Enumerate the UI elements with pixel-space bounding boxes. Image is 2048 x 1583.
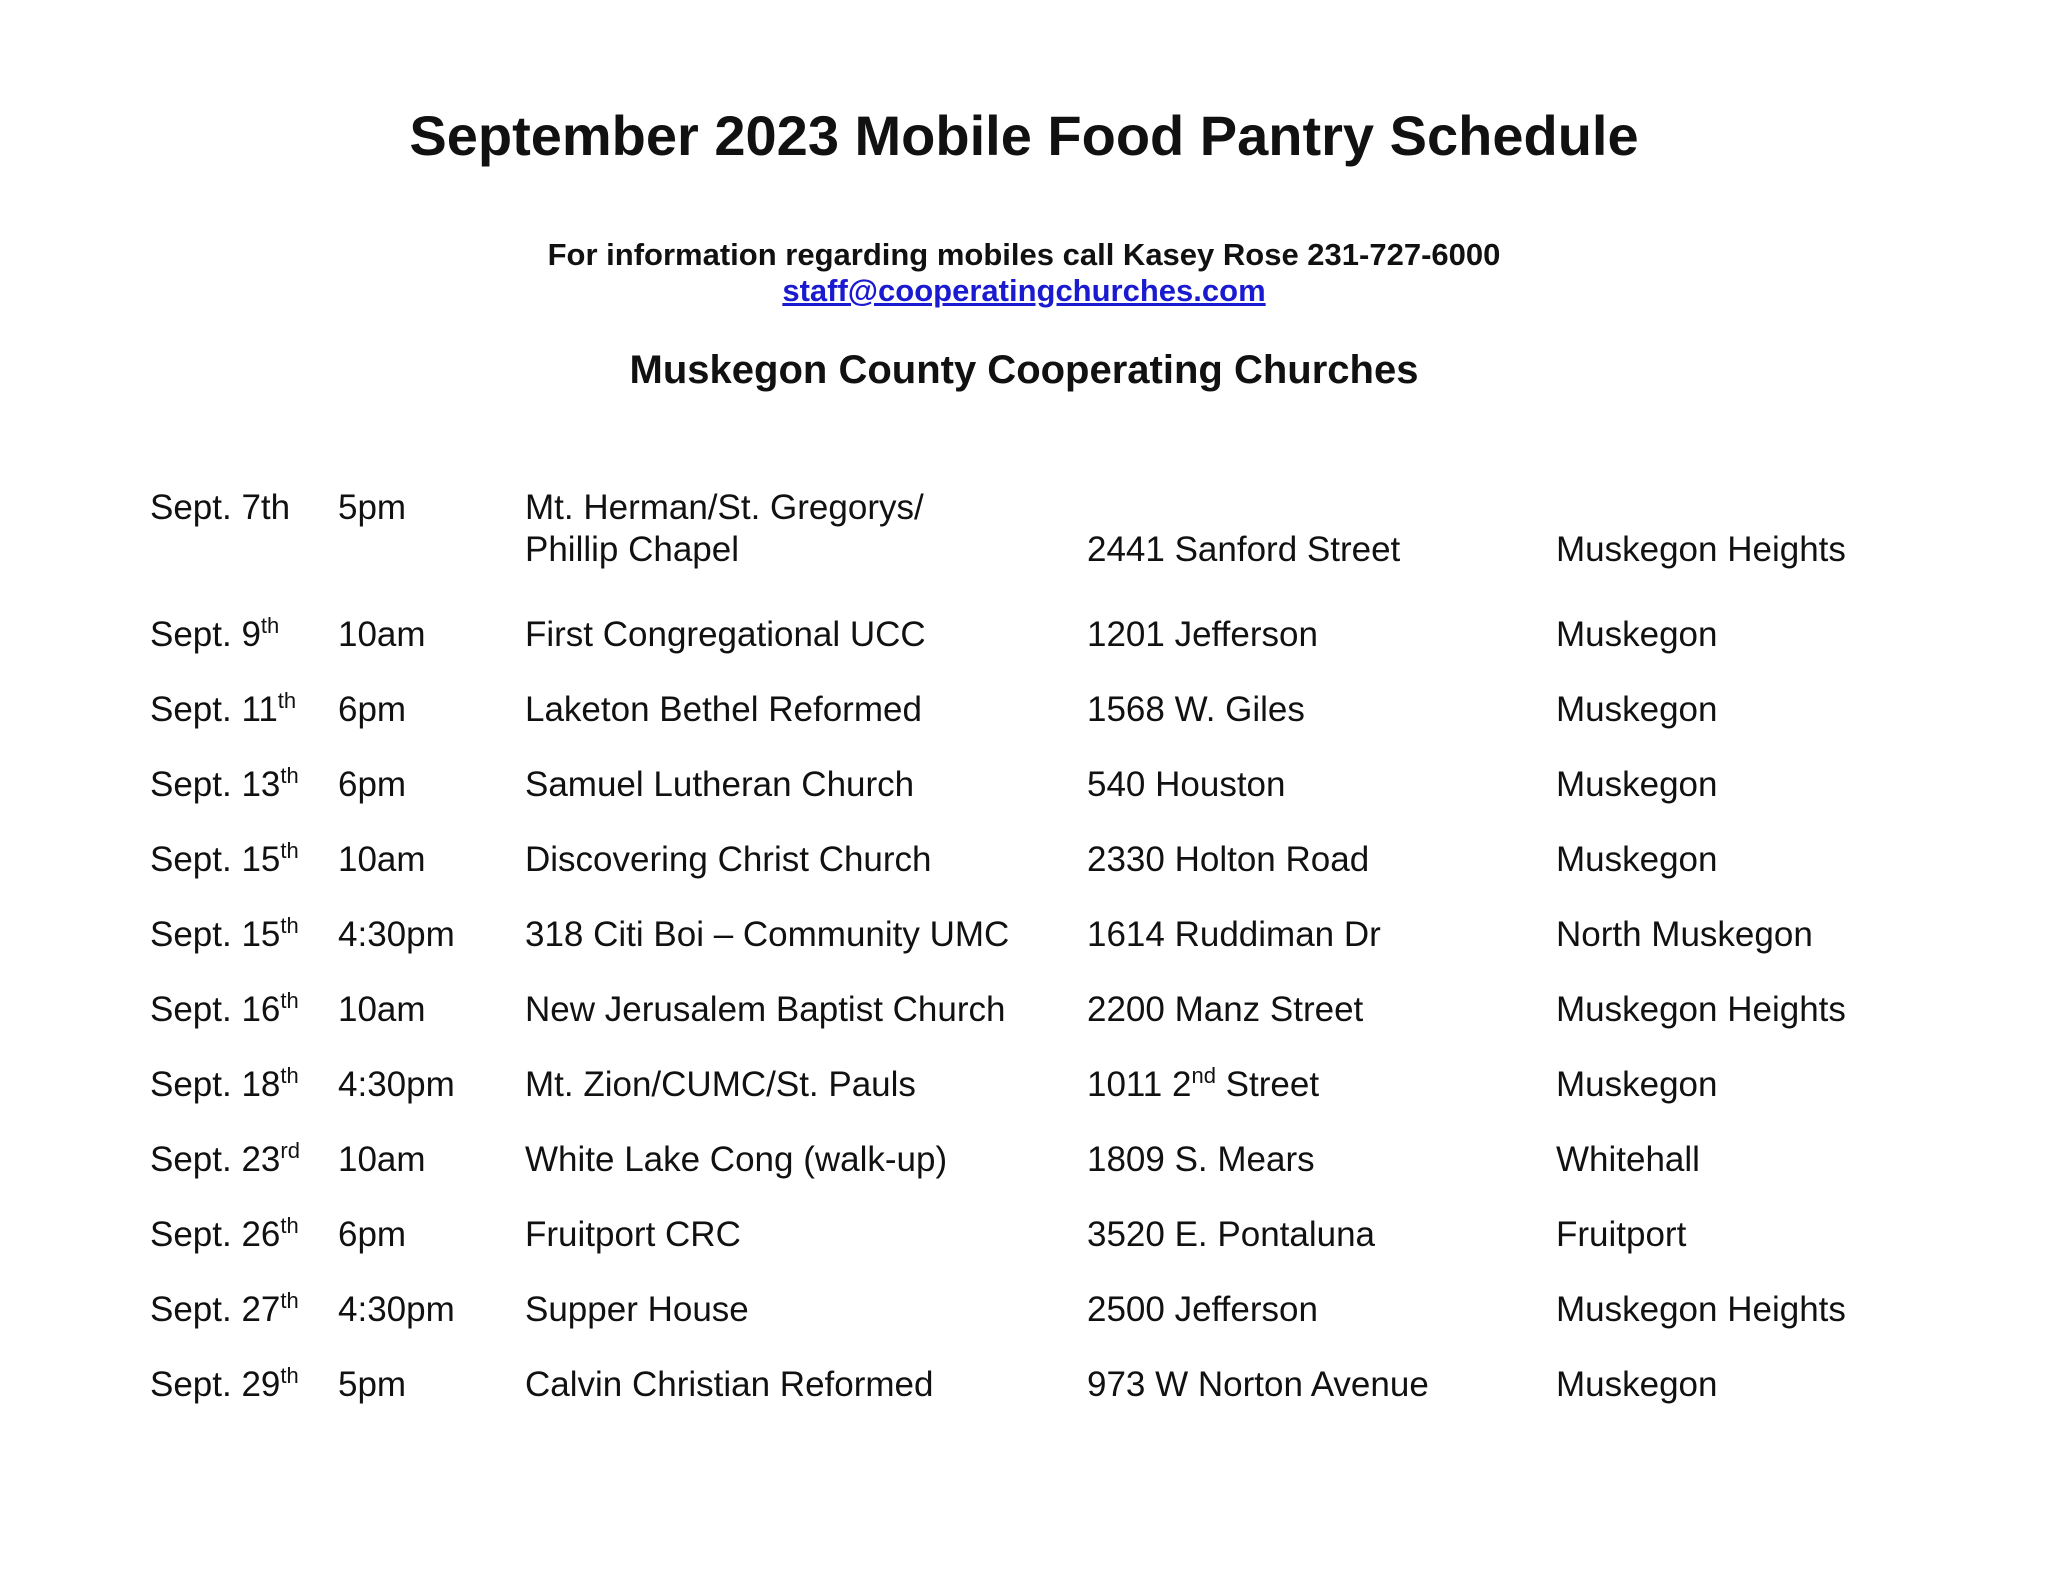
date-cell: Sept. 18th <box>150 1063 299 1104</box>
city-cell: Muskegon <box>1556 1065 1718 1104</box>
time-cell: 10am <box>338 1140 426 1179</box>
date-cell: Sept. 23rd <box>150 1138 300 1179</box>
church-cell: Calvin Christian Reformed <box>525 1365 934 1404</box>
church-cell: 318 Citi Boi – Community UMC <box>525 915 1010 954</box>
address-cell: 2500 Jefferson <box>1087 1290 1318 1329</box>
city-cell: Fruitport <box>1556 1215 1687 1254</box>
time-cell: 10am <box>338 990 426 1029</box>
church-cell: Laketon Bethel Reformed <box>525 690 922 729</box>
city-cell: Muskegon Heights <box>1556 990 1846 1029</box>
address-cell: 540 Houston <box>1087 765 1286 804</box>
city-cell: Muskegon Heights <box>1556 1290 1846 1329</box>
address-cell: 2441 Sanford Street <box>1087 530 1401 569</box>
address-cell: 1809 S. Mears <box>1087 1140 1315 1179</box>
date-cell: Sept. 26th <box>150 1213 299 1254</box>
address-cell: 3520 E. Pontaluna <box>1087 1215 1376 1254</box>
church-cell: Fruitport CRC <box>525 1215 741 1254</box>
city-cell: North Muskegon <box>1556 915 1813 954</box>
city-cell: Muskegon Heights <box>1556 530 1846 569</box>
city-cell: Whitehall <box>1556 1140 1700 1179</box>
city-cell: Muskegon <box>1556 690 1718 729</box>
church-cell: New Jerusalem Baptist Church <box>525 990 1006 1029</box>
date-cell: Sept. 9th <box>150 613 280 654</box>
church-cell: White Lake Cong (walk-up) <box>525 1140 948 1179</box>
time-cell: 4:30pm <box>338 1290 455 1329</box>
church-cell: Mt. Zion/CUMC/St. Pauls <box>525 1065 916 1104</box>
time-cell: 4:30pm <box>338 1065 455 1104</box>
date-cell: Sept. 13th <box>150 763 299 804</box>
address-cell: 1568 W. Giles <box>1087 690 1305 729</box>
church-cell: First Congregational UCC <box>525 615 926 654</box>
address-cell: 2330 Holton Road <box>1087 840 1370 879</box>
church-cell: Discovering Christ Church <box>525 840 932 879</box>
date-cell: Sept. 7th <box>150 488 291 527</box>
contact-info: For information regarding mobiles call Kasey Rose 231-727-6000 <box>547 237 1501 272</box>
city-cell: Muskegon <box>1556 1365 1718 1404</box>
address-cell: 2200 Manz Street <box>1087 990 1364 1029</box>
city-cell: Muskegon <box>1556 615 1718 654</box>
church-cell-line2: Phillip Chapel <box>525 530 740 569</box>
organization-name: Muskegon County Cooperating Churches <box>629 348 1419 392</box>
date-cell: Sept. 15th <box>150 913 299 954</box>
church-cell: Supper House <box>525 1290 749 1329</box>
page-title: September 2023 Mobile Food Pantry Schedule <box>409 104 1639 167</box>
city-cell: Muskegon <box>1556 765 1718 804</box>
address-cell: 1614 Ruddiman Dr <box>1087 915 1381 954</box>
date-cell: Sept. 11th <box>150 688 297 729</box>
time-cell: 6pm <box>338 1215 407 1254</box>
date-cell: Sept. 15th <box>150 838 299 879</box>
time-cell: 5pm <box>338 488 407 527</box>
date-cell: Sept. 29th <box>150 1363 299 1404</box>
address-cell: 973 W Norton Avenue <box>1087 1365 1429 1404</box>
city-cell: Muskegon <box>1556 840 1718 879</box>
church-cell: Samuel Lutheran Church <box>525 765 915 804</box>
time-cell: 10am <box>338 615 426 654</box>
address-cell: 1011 2nd Street <box>1087 1063 1320 1104</box>
time-cell: 5pm <box>338 1365 407 1404</box>
address-cell: 1201 Jefferson <box>1087 615 1318 654</box>
date-cell: Sept. 16th <box>150 988 299 1029</box>
email-link[interactable]: staff@cooperatingchurches.com <box>782 273 1266 308</box>
church-cell: Mt. Herman/St. Gregorys/ <box>525 488 924 527</box>
time-cell: 6pm <box>338 690 407 729</box>
time-cell: 4:30pm <box>338 915 455 954</box>
date-cell: Sept. 27th <box>150 1288 299 1329</box>
time-cell: 6pm <box>338 765 407 804</box>
time-cell: 10am <box>338 840 426 879</box>
